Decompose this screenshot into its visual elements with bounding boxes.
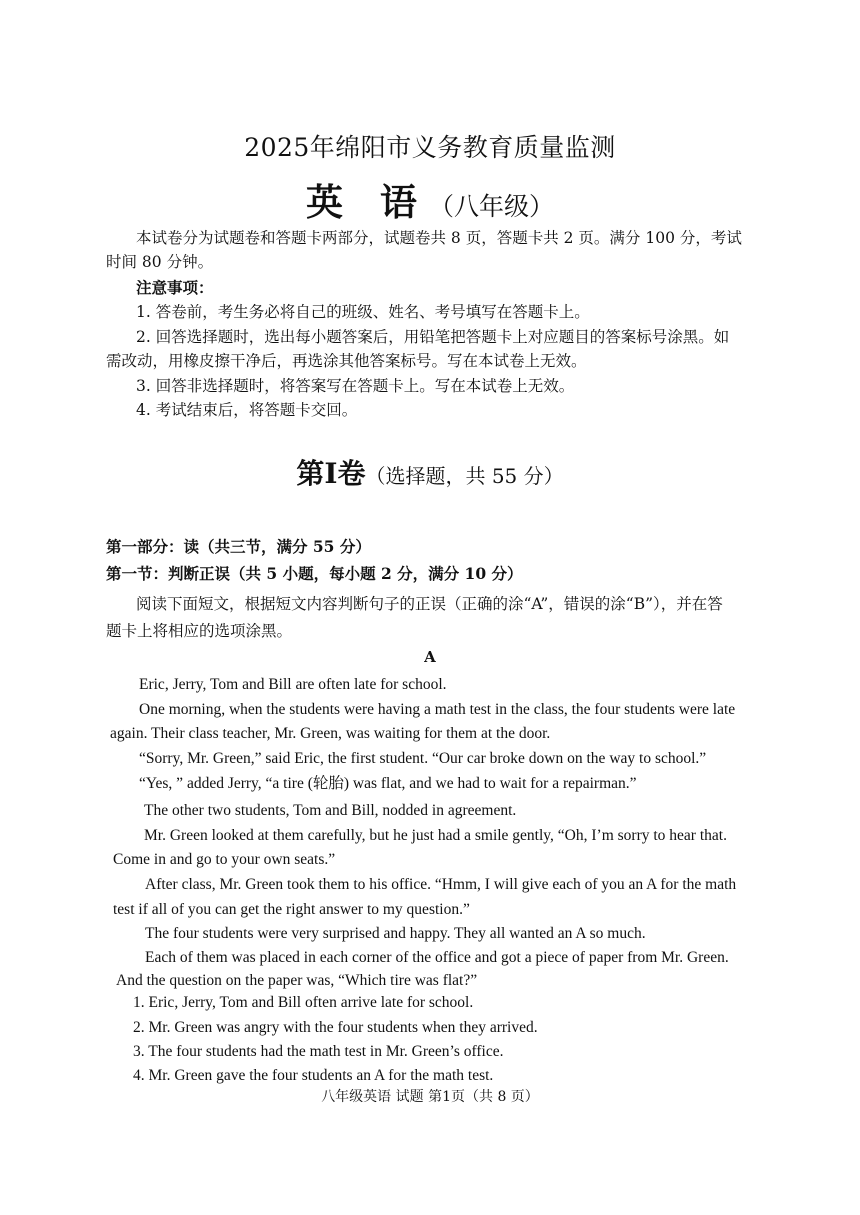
passage-line: Each of them was placed in each corner of the office and got a piece of paper from Mr. Green. xyxy=(145,949,729,966)
section-heading xyxy=(0,452,860,492)
question-item: 3. The four students had the math test in Mr. Green’s office. xyxy=(133,1043,504,1060)
passage-line: The four students were very surprised and happy. They all wanted an A so much. xyxy=(145,925,646,942)
intro-line-2: 时间 80 分钟。 xyxy=(106,253,214,271)
section-subtitle: （选择题，共 55 分） xyxy=(365,464,564,488)
passage-line: After class, Mr. Green took them to his office. “Hmm, I will give each of you an A for the math xyxy=(145,876,737,893)
question-item: 2. Mr. Green was angry with the four students when they arrived. xyxy=(133,1019,538,1036)
passage-line: One morning, when the students were having a math test in the class, the four students were late xyxy=(139,701,736,718)
note-2-line-1: 2. 回答选择题时，选出每小题答案后，用铅笔把答题卡上对应题目的答案标号涂黑。如 xyxy=(136,328,730,346)
subject-heading xyxy=(0,172,860,226)
subject-name: 英 语 xyxy=(306,180,429,224)
directions-line-2: 题卡上将相应的选项涂黑。 xyxy=(106,622,293,640)
grade-label: （八年级） xyxy=(428,192,554,221)
note-4: 4. 考试结束后，将答题卡交回。 xyxy=(136,401,358,419)
page-footer: 八年级英语 试题 第1页（共 8 页） xyxy=(321,1089,539,1105)
question-item: 4. Mr. Green gave the four students an A for the math test. xyxy=(133,1067,494,1084)
notes-title: 注意事项： xyxy=(136,278,214,297)
directions-line-1: 阅读下面短文，根据短文内容判断句子的正误（正确的涂“A”，错误的涂“B”），并在答 xyxy=(136,595,723,613)
passage-line: The other two students, Tom and Bill, nodded in agreement. xyxy=(144,802,517,819)
passage-line: Come in and go to your own seats.” xyxy=(113,851,336,868)
passage-line: And the question on the paper was, “Which tire was flat?” xyxy=(116,972,478,989)
subsection-title: 第一节：判断正误（共 5 小题，每小题 2 分，满分 10 分） xyxy=(106,564,523,583)
exam-title: 2025年绵阳市义务教育质量监测 xyxy=(244,133,616,162)
passage-line: again. Their class teacher, Mr. Green, was waiting for them at the door. xyxy=(110,725,551,742)
question-item: 1. Eric, Jerry, Tom and Bill often arrive late for school. xyxy=(133,994,474,1011)
passage-line: Mr. Green looked at them carefully, but he just had a smile gently, “Oh, I’m sorry to hear that. xyxy=(144,827,727,844)
passage-letter: A xyxy=(424,648,436,666)
part-title: 第一部分：读（共三节，满分 55 分） xyxy=(106,537,371,556)
passage-line: test if all of you can get the right answer to my question.” xyxy=(113,901,470,918)
intro-line-1: 本试卷分为试题卷和答题卡两部分，试题卷共 8 页，答题卡共 2 页。满分 100 分，考试 xyxy=(136,229,742,247)
passage-line: “Yes, ” added Jerry, “a tire (轮胎) was flat, and we had to wait for a repairman.” xyxy=(139,775,637,792)
passage-line: Eric, Jerry, Tom and Bill are often late for school. xyxy=(139,676,447,693)
section-title: 第I卷 xyxy=(296,457,366,490)
note-1: 1. 答卷前，考生务必将自己的班级、姓名、考号填写在答题卡上。 xyxy=(136,303,590,321)
passage-line: “Sorry, Mr. Green,” said Eric, the first student. “Our car broke down on the way to school.” xyxy=(139,750,707,767)
note-2-line-2: 需改动，用橡皮擦干净后，再选涂其他答案标号。写在本试卷上无效。 xyxy=(106,352,587,370)
note-3: 3. 回答非选择题时，将答案写在答题卡上。写在本试卷上无效。 xyxy=(136,377,575,395)
